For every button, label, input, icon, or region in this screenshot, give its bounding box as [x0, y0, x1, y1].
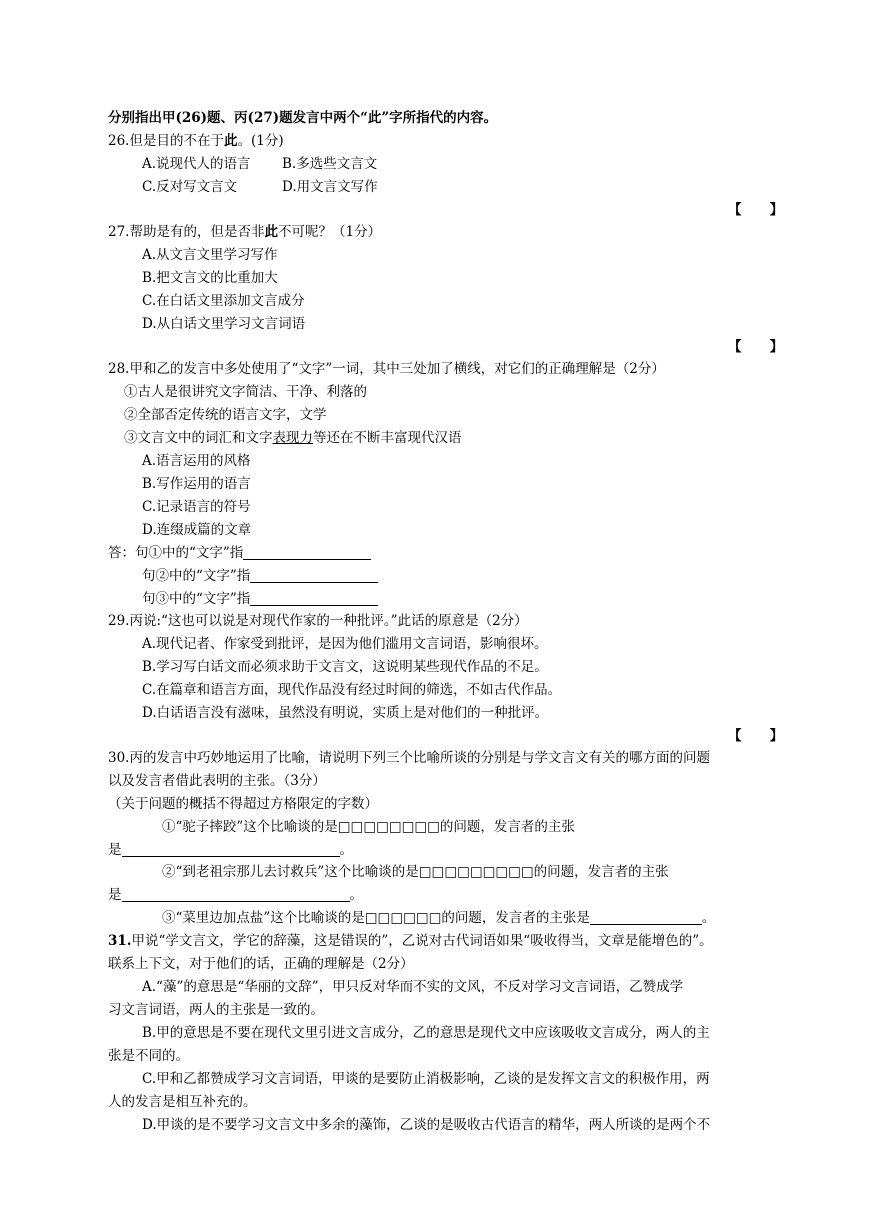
question-31-option-c-line-1: C.甲和乙都赞成学习文言词语，甲谈的是要防止消极影响，乙谈的是发挥文言文的积极作用，两: [142, 1071, 710, 1087]
answer-label: 是: [108, 887, 122, 903]
period-mark: 。: [349, 887, 363, 903]
period-mark: 。: [339, 842, 353, 858]
question-31-stem-line-1: [108, 931, 713, 951]
question-29-option-b: B.学习写白话文而必须求助于文言文，这说明某些现代作品的不足。: [142, 659, 548, 675]
question-29-stem: 29.丙说:“这也可以说是对现代作家的一种批评。”此话的原意是（2分）: [108, 613, 528, 629]
question-26-stem: [108, 131, 284, 151]
question-29-option-c: C.在篇章和语言方面，现代作品没有经过时间的筛选，不如古代作品。: [142, 682, 562, 698]
stem-text: 不可呢？（1分）: [277, 224, 382, 240]
question-28-option-c: C.记录语言的符号: [142, 499, 251, 515]
question-30-item-2: ②“到老祖宗那儿去讨救兵”这个比喻谈的是□□□□□□□□□的问题，发言者的主张: [162, 864, 669, 880]
question-30-note: （关于问题的概括不得超过方格限定的字数）: [108, 796, 378, 812]
question-29-option-a: A.现代记者、作家受到批评，是因为他们滥用文言词语，影响很坏。: [142, 636, 548, 652]
answer-blank[interactable]: [250, 568, 378, 583]
question-28-sentence-2: ②全部否定传统的语言文字，文学: [124, 407, 327, 423]
question-28-stem: 28.甲和乙的发言中多处使用了“文字”一词，其中三处加了横线，对它们的正确理解是（2分）: [108, 361, 665, 377]
answer-label: 是: [108, 842, 122, 858]
stem-emphasis: 此: [223, 133, 238, 149]
stem-text: 27.帮助是有的，但是否非: [108, 224, 265, 240]
question-28-option-d: D.连缀成篇的文章: [142, 522, 252, 538]
question-28-answer-1: [108, 543, 371, 563]
question-29-answer-bracket: 【 】: [728, 728, 784, 744]
underlined-term: 表现力: [272, 430, 313, 446]
question-29-option-d: D.白话语言没有滋味，虽然没有明说，实质上是对他们的一种批评。: [142, 705, 549, 721]
question-30-item-2-answer: [108, 885, 363, 905]
question-31-stem-line-2: 联系上下文，对于他们的话，正确的理解是（2分）: [108, 956, 414, 972]
question-30-item-1: ①“驼子摔跤”这个比喻谈的是□□□□□□□□的问题，发言者的主张: [162, 819, 575, 835]
section-instruction: 分别指出甲(26)题、丙(27)题发言中两个“此”字所指代的内容。: [108, 110, 498, 126]
stem-text: 。(1分): [237, 133, 284, 149]
question-31-option-c-line-2: 人的发言是相互补充的。: [108, 1094, 257, 1110]
stem-emphasis: 此: [264, 224, 278, 240]
question-27-option-c: C.在白话文里添加文言成分: [142, 293, 305, 309]
question-28-sentence-1: ①古人是很讲究文字简洁、干净、利落的: [124, 384, 367, 400]
question-31-option-a-line-2: 习文言词语，两人的主张是一致的。: [108, 1002, 324, 1018]
answer-label: 答：句①中的“文字”指: [108, 545, 244, 561]
question-28-answer-2: [142, 566, 378, 586]
period-mark: 。: [701, 910, 716, 926]
answer-blank[interactable]: [590, 910, 702, 925]
question-30-stem-line-1: 30.丙的发言中巧妙地运用了比喻，请说明下列三个比喻所谈的分别是与学文言文有关的哪方面的问题: [108, 750, 710, 766]
answer-blank[interactable]: [250, 591, 378, 606]
question-30-stem-line-2: 以及发言者借此表明的主张。（3分）: [108, 773, 326, 789]
sentence-text: 等还在不断丰富现代汉语: [313, 430, 462, 446]
question-27-stem: [108, 222, 381, 242]
question-number: 31.: [108, 933, 132, 949]
answer-blank[interactable]: [243, 545, 371, 560]
question-31-option-b-line-2: 张是不同的。: [108, 1048, 189, 1064]
stem-text: 26.但是目的不在于: [108, 133, 224, 149]
answer-blank[interactable]: [122, 887, 350, 902]
sentence-text: ③文言文中的词汇和文字: [124, 430, 273, 446]
question-30-item-3: [162, 908, 715, 928]
question-26-option-b: B.多选些文言文: [282, 156, 378, 172]
answer-label: 句②中的“文字”指: [142, 568, 251, 584]
question-28-option-b: B.写作运用的语言: [142, 476, 251, 492]
question-26-option-d: D.用文言文写作: [282, 179, 378, 195]
question-27-option-d: D.从白话文里学习文言词语: [142, 316, 306, 332]
item-text: ③“菜里边加点盐”这个比喻谈的是□□□□□□的问题，发言者的主张是: [162, 910, 590, 926]
question-26-option-c: C.反对写文言文: [142, 179, 238, 195]
question-31-option-d-line-1: D.甲谈的是不要学习文言文中多余的藻饰，乙谈的是吸收古代语言的精华，两人所谈的是两个不: [142, 1117, 711, 1133]
question-30-item-1-answer: [108, 840, 353, 860]
question-27-answer-bracket: 【 】: [728, 339, 784, 355]
question-28-answer-3: [142, 589, 378, 609]
question-31-option-a-line-1: A.“藻”的意思是“华丽的文辞”，甲只反对华而不实的文风，不反对学习文言词语，乙赞成学: [142, 979, 684, 995]
question-26-option-a: A.说现代人的语言: [142, 156, 251, 172]
question-28-sentence-3: [124, 428, 462, 448]
question-27-option-a: A.从文言文里学习写作: [142, 247, 278, 263]
question-31-option-b-line-1: B.甲的意思是不要在现代文里引进文言成分，乙的意思是现代文中应该吸收文言成分，两人的主: [142, 1025, 710, 1041]
question-27-option-b: B.把文言文的比重加大: [142, 270, 278, 286]
answer-label: 句③中的“文字”指: [142, 591, 251, 607]
stem-text: 甲说“学文言文，学它的辞藻，这是错误的”，乙说对古代词语如果“吸收得当，文章是能增色的”。: [131, 933, 713, 949]
question-28-option-a: A.语言运用的风格: [142, 453, 251, 469]
question-26-answer-bracket: 【 】: [728, 202, 784, 218]
answer-blank[interactable]: [122, 842, 340, 857]
